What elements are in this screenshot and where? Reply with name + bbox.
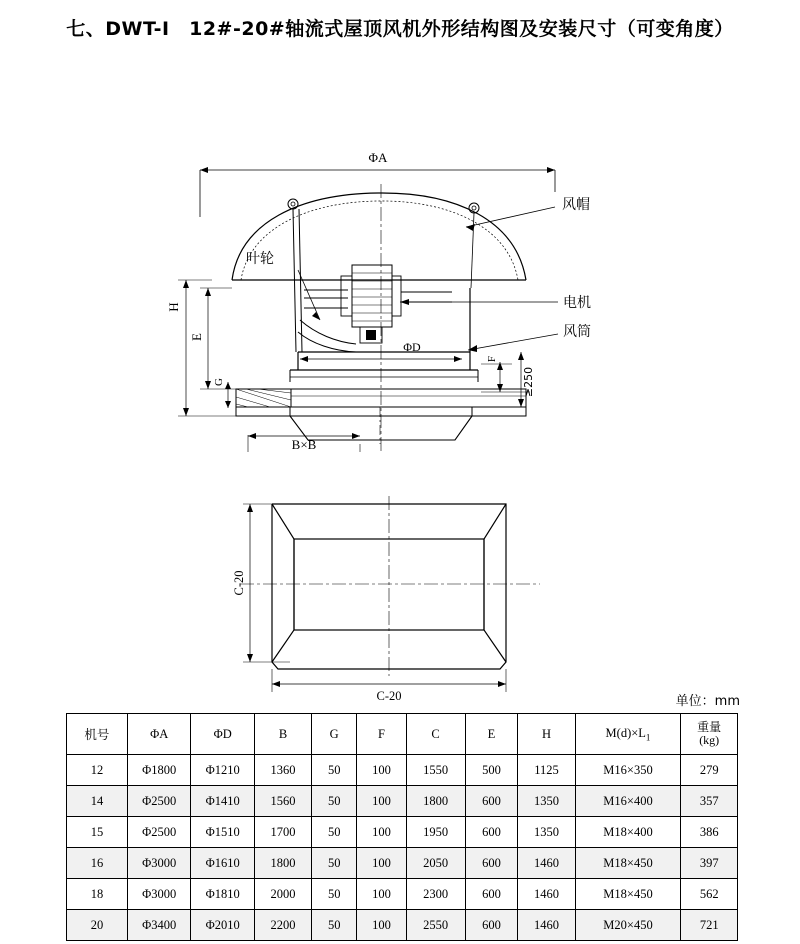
motor-body — [352, 265, 392, 327]
th-phi-a: ΦA — [127, 714, 191, 755]
th-g: G — [312, 714, 357, 755]
arrow-h-bottom — [183, 408, 189, 416]
cell-phi-a: Φ1800 — [127, 755, 191, 786]
cell-h: 1460 — [518, 879, 575, 910]
cell-h: 1125 — [518, 755, 575, 786]
cell-b: 2200 — [254, 910, 311, 941]
arrow-c20v-top — [247, 504, 253, 512]
cell-f: 100 — [357, 755, 406, 786]
arrow-f-top — [497, 362, 503, 370]
cell-phi-a: Φ3000 — [127, 879, 191, 910]
cell-g: 50 — [312, 879, 357, 910]
cell-b: 2000 — [254, 879, 311, 910]
plan-left-flare — [272, 504, 294, 662]
table-row — [67, 817, 738, 848]
hood-bolt-left-inner — [291, 202, 295, 206]
cell-weight: 386 — [681, 817, 738, 848]
cell-model: 18 — [67, 879, 128, 910]
cell-e: 500 — [465, 755, 518, 786]
table-row — [67, 910, 738, 941]
cell-weight: 721 — [681, 910, 738, 941]
leader-hood — [466, 207, 555, 227]
motor-flange-right — [392, 276, 401, 316]
label-duct: 风筒 — [563, 324, 591, 340]
label-e: E — [189, 333, 204, 341]
label-phi-a: ΦA — [368, 150, 388, 165]
leader-duct-arrow — [468, 345, 477, 352]
cell-model: 12 — [67, 755, 128, 786]
motor-flange-left — [341, 276, 352, 316]
label-motor: 电机 — [563, 295, 591, 311]
arrow-g-top — [225, 382, 231, 389]
cell-model: 14 — [67, 786, 128, 817]
cell-phi-a: Φ3400 — [127, 910, 191, 941]
cell-c: 1950 — [406, 817, 465, 848]
table-row — [67, 879, 738, 910]
cell-phi-d: Φ1210 — [191, 755, 255, 786]
leader-impeller-arrow — [312, 312, 320, 320]
cell-e: 600 — [465, 786, 518, 817]
cell-h: 1460 — [518, 848, 575, 879]
unit-note: 单位：mm — [675, 694, 740, 709]
arrow-f-bottom — [497, 384, 503, 392]
cell-h: 1350 — [518, 786, 575, 817]
motor-terminal-fill — [366, 330, 376, 340]
th-weight-line1: 重量 — [697, 719, 722, 734]
arrow-e-bottom — [205, 381, 211, 389]
cell-g: 50 — [312, 848, 357, 879]
th-f: F — [357, 714, 406, 755]
cell-phi-a: Φ3000 — [127, 848, 191, 879]
th-b: B — [254, 714, 311, 755]
spec-table — [66, 713, 738, 941]
cell-e: 600 — [465, 879, 518, 910]
cell-weight: 279 — [681, 755, 738, 786]
cell-bolt: M18×450 — [575, 879, 681, 910]
arrow-c20h-right — [498, 681, 506, 687]
cell-e: 600 — [465, 817, 518, 848]
cell-phi-d: Φ1510 — [191, 817, 255, 848]
label-min-250: ≥250 — [522, 366, 535, 398]
label-f: F — [486, 355, 498, 363]
cell-g: 50 — [312, 755, 357, 786]
cell-bolt: M16×400 — [575, 786, 681, 817]
th-e: E — [465, 714, 518, 755]
cell-b: 1360 — [254, 755, 311, 786]
cell-f: 100 — [357, 910, 406, 941]
arrow-250-top — [518, 352, 524, 360]
arrow-phid-right — [454, 356, 462, 362]
th-c: C — [406, 714, 465, 755]
table-row — [67, 786, 738, 817]
arrow-h-top — [183, 280, 189, 288]
cell-b: 1560 — [254, 786, 311, 817]
spec-table-body — [67, 755, 738, 941]
cell-bolt: M18×400 — [575, 817, 681, 848]
th-model: 机号 — [67, 714, 128, 755]
label-h: H — [166, 302, 181, 312]
arrow-c20h-left — [272, 681, 280, 687]
cell-c: 2300 — [406, 879, 465, 910]
plan-right-flare — [484, 504, 506, 662]
cell-phi-d: Φ1610 — [191, 848, 255, 879]
cell-phi-d: Φ1810 — [191, 879, 255, 910]
blade-curve-2 — [298, 332, 356, 352]
cell-h: 1350 — [518, 817, 575, 848]
table-row — [67, 755, 738, 786]
cell-model: 16 — [67, 848, 128, 879]
cell-g: 50 — [312, 817, 357, 848]
hood-bolt-right-inner — [472, 206, 476, 210]
cell-e: 600 — [465, 848, 518, 879]
arrow-phid-left — [300, 356, 308, 362]
cell-h: 1460 — [518, 910, 575, 941]
cell-phi-a: Φ2500 — [127, 786, 191, 817]
cell-phi-a: Φ2500 — [127, 817, 191, 848]
th-weight-line2: (kg) — [699, 733, 720, 747]
label-g: G — [213, 378, 225, 386]
cell-c: 2050 — [406, 848, 465, 879]
cell-c: 2550 — [406, 910, 465, 941]
arrow-e-top — [205, 288, 211, 296]
cell-b: 1800 — [254, 848, 311, 879]
cell-weight: 357 — [681, 786, 738, 817]
arrow-right — [547, 167, 555, 173]
cell-bolt: M20×450 — [575, 910, 681, 941]
cell-phi-d: Φ1410 — [191, 786, 255, 817]
cell-f: 100 — [357, 848, 406, 879]
label-hood: 风帽 — [562, 197, 590, 213]
arrow-bxb-right — [352, 433, 360, 439]
cell-model: 20 — [67, 910, 128, 941]
label-phi-d: ΦD — [403, 340, 421, 354]
arrow-left — [200, 167, 208, 173]
spec-table-head — [67, 714, 738, 755]
cell-model: 15 — [67, 817, 128, 848]
th-bolt: $M(d)\times L_1$ — [575, 714, 681, 755]
th-weight — [681, 714, 738, 755]
arrow-bxb-left — [248, 433, 256, 439]
cell-c: 1800 — [406, 786, 465, 817]
cell-e: 600 — [465, 910, 518, 941]
cell-bolt: M18×450 — [575, 848, 681, 879]
cell-bolt: M16×350 — [575, 755, 681, 786]
arrow-g-bottom — [225, 401, 231, 408]
cell-f: 100 — [357, 786, 406, 817]
cell-c: 1550 — [406, 755, 465, 786]
arrow-c20v-bottom — [247, 654, 253, 662]
blade-curve-1 — [300, 320, 356, 344]
th-h: H — [518, 714, 575, 755]
arrow-250-bottom — [518, 399, 524, 407]
cell-g: 50 — [312, 786, 357, 817]
label-bxb: B×B — [291, 437, 317, 452]
hood-strut-right — [471, 213, 474, 288]
cell-f: 100 — [357, 879, 406, 910]
hood-bolt-left — [288, 199, 298, 209]
cell-phi-d: Φ2010 — [191, 910, 255, 941]
th-phi-d: ΦD — [191, 714, 255, 755]
cell-f: 100 — [357, 817, 406, 848]
cell-b: 1700 — [254, 817, 311, 848]
table-row — [67, 848, 738, 879]
cell-g: 50 — [312, 910, 357, 941]
leader-duct — [468, 334, 558, 350]
page-title: 七、DWT-Ⅰ 12#-20#轴流式屋顶风机外形结构图及安装尺寸（可变角度） — [66, 18, 734, 40]
hood-outer — [232, 193, 526, 280]
hatch-l3 — [258, 389, 291, 393]
cell-weight: 397 — [681, 848, 738, 879]
label-impeller: 叶轮 — [246, 251, 274, 267]
label-c20-horizontal: C-20 — [376, 689, 402, 703]
table-header-row — [67, 714, 738, 755]
cell-weight: 562 — [681, 879, 738, 910]
label-c20-vertical: C-20 — [232, 570, 246, 596]
